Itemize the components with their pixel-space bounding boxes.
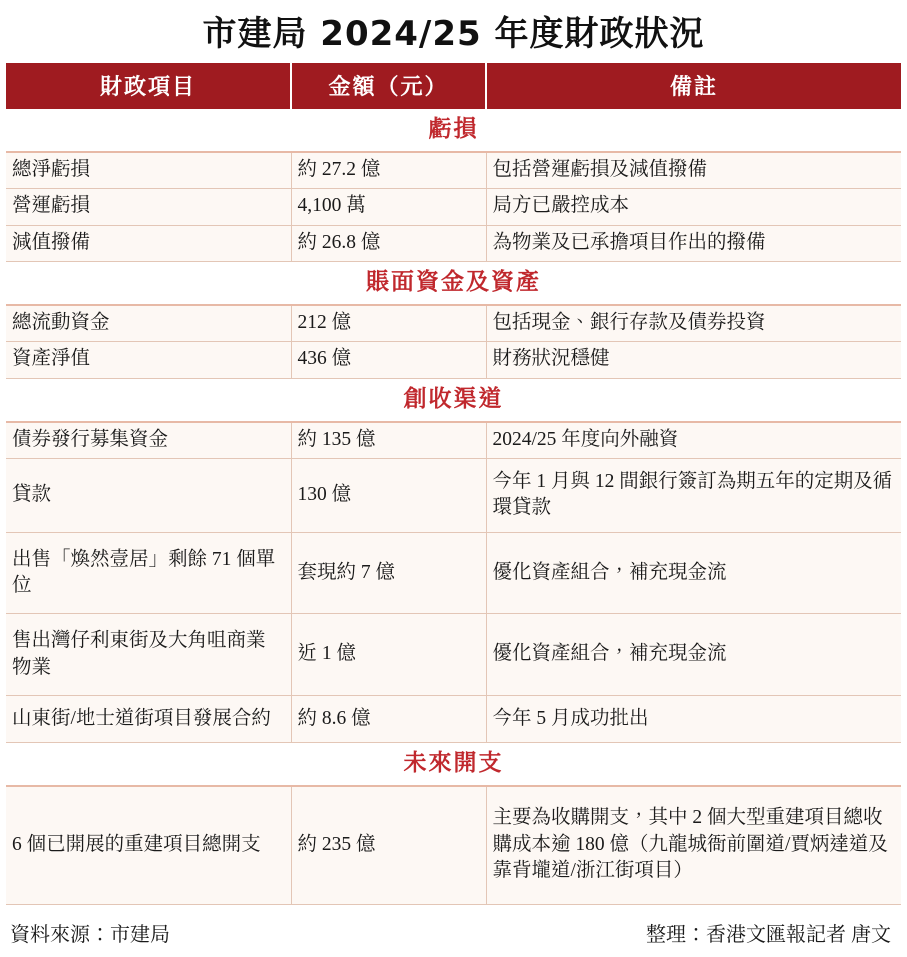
- row-amount: 約 135 億: [291, 422, 486, 459]
- row-note: 財務狀況穩健: [486, 342, 901, 378]
- row-note: 2024/25 年度向外融資: [486, 422, 901, 459]
- row-note: 主要為收購開支，其中 2 個大型重建項目總收購成本逾 180 億（九龍城衙前圍道/賈炳達道及靠背壠道/浙江街項目）: [486, 786, 901, 904]
- footer: [6, 918, 901, 947]
- section-label: 未來開支: [6, 743, 901, 787]
- table-row: [6, 342, 901, 378]
- column-header-item: 財政項目: [6, 63, 291, 109]
- section-row-revenue: [6, 378, 901, 422]
- row-item: 貸款: [6, 459, 291, 533]
- column-header-amount: 金額（元）: [291, 63, 486, 109]
- row-amount: 436 億: [291, 342, 486, 378]
- section-label: 賬面資金及資產: [6, 261, 901, 305]
- table-row: [6, 695, 901, 742]
- credit-text: 整理：香港文匯報記者 唐文: [646, 924, 891, 946]
- row-amount: 4,100 萬: [291, 189, 486, 225]
- source-text: 資料來源：市建局: [10, 924, 170, 946]
- table-row: [6, 225, 901, 261]
- row-amount: 約 26.8 億: [291, 225, 486, 261]
- row-item: 債券發行募集資金: [6, 422, 291, 459]
- row-item: 6 個已開展的重建項目總開支: [6, 786, 291, 904]
- table-row: [6, 532, 901, 614]
- row-item: 資產淨值: [6, 342, 291, 378]
- row-amount: 約 235 億: [291, 786, 486, 904]
- row-note: 為物業及已承擔項目作出的撥備: [486, 225, 901, 261]
- row-note: 優化資產組合，補充現金流: [486, 532, 901, 614]
- row-item: 山東街/地士道街項目發展合約: [6, 695, 291, 742]
- table-row: [6, 422, 901, 459]
- row-amount: 約 27.2 億: [291, 152, 486, 189]
- section-row-assets: [6, 261, 901, 305]
- table-header: [6, 63, 901, 109]
- row-amount: 近 1 億: [291, 614, 486, 696]
- row-item: 售出灣仔利東街及大角咀商業物業: [6, 614, 291, 696]
- row-item: 總淨虧損: [6, 152, 291, 189]
- section-row-future-expenditure: [6, 743, 901, 787]
- row-amount: 130 億: [291, 459, 486, 533]
- table-row: [6, 459, 901, 533]
- financial-table: [6, 63, 901, 905]
- table-body: [6, 109, 901, 905]
- page-title: 市建局 2024/25 年度財政狀況: [202, 14, 705, 54]
- section-row-losses: [6, 109, 901, 152]
- section-label: 虧損: [6, 109, 901, 152]
- table-row: [6, 786, 901, 904]
- column-header-note: 備註: [486, 63, 901, 109]
- table-row: [6, 305, 901, 342]
- table-header-row: [6, 63, 901, 109]
- row-item: 減值撥備: [6, 225, 291, 261]
- section-label: 創收渠道: [6, 378, 901, 422]
- row-note: 包括營運虧損及減值撥備: [486, 152, 901, 189]
- row-item: 營運虧損: [6, 189, 291, 225]
- row-note: 包括現金、銀行存款及債券投資: [486, 305, 901, 342]
- table-row: [6, 152, 901, 189]
- row-amount: 套現約 7 億: [291, 532, 486, 614]
- table-row: [6, 614, 901, 696]
- row-note: 今年 1 月與 12 間銀行簽訂為期五年的定期及循環貸款: [486, 459, 901, 533]
- row-item: 總流動資金: [6, 305, 291, 342]
- row-note: 局方已嚴控成本: [486, 189, 901, 225]
- row-item: 出售「煥然壹居」剩餘 71 個單位: [6, 532, 291, 614]
- table-row: [6, 189, 901, 225]
- row-amount: 212 億: [291, 305, 486, 342]
- row-amount: 約 8.6 億: [291, 695, 486, 742]
- row-note: 優化資產組合，補充現金流: [486, 614, 901, 696]
- row-note: 今年 5 月成功批出: [486, 695, 901, 742]
